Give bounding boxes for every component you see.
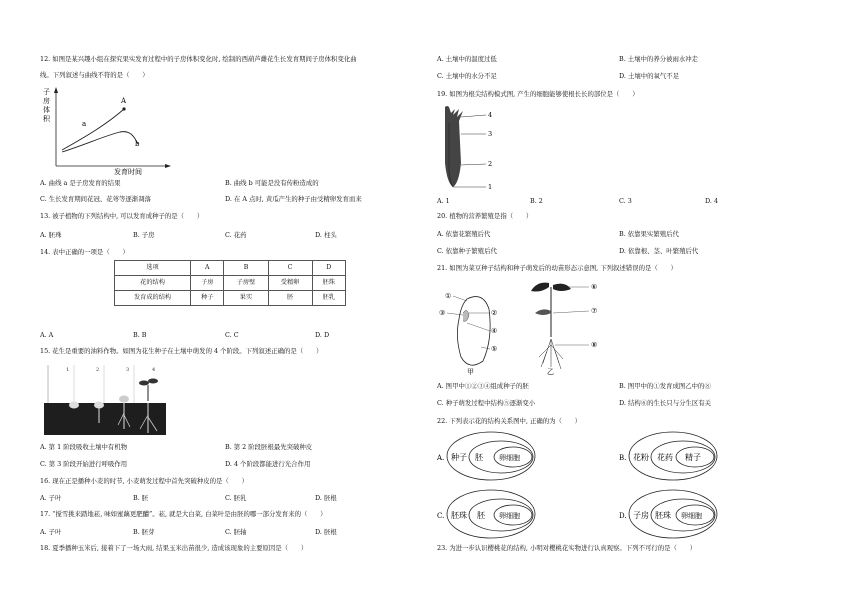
q20-option-d[interactable]: D. 依靠根、茎、叶繁殖后代: [619, 247, 699, 255]
q15-option-c[interactable]: C. 第 3 阶段开始进行呼吸作用: [40, 460, 128, 468]
table-cell: 子房壁: [224, 276, 268, 291]
q21-option-a[interactable]: A. 图甲中①②③④组成种子的胚: [437, 382, 529, 390]
q17-option-b[interactable]: B. 胚芽: [133, 528, 155, 536]
q20-option-b[interactable]: B. 依靠果实繁殖后代: [619, 230, 679, 238]
q23-stem: 23. 为进一步认识樱桃花的结构, 小明对樱桃花实物进行认真观察。下列不可行的是（ ）: [437, 544, 697, 552]
q12-option-b[interactable]: B. 曲线 b 可能是没有传粉造成的: [225, 179, 319, 187]
q22-diagram-b[interactable]: [619, 430, 719, 482]
table-row: [115, 291, 346, 306]
q16-stem: 16. 现在正是播种小麦的时节, 小麦萌发过程中首先突破种皮的是（ ）: [40, 477, 248, 485]
q12-ylabel-4: 积: [43, 115, 50, 123]
q19-option-a[interactable]: A. 1: [437, 197, 450, 205]
table-cell: 选项: [115, 261, 191, 276]
q22-diagram-b-outer: 花粉: [633, 453, 649, 462]
q15-stage-4-label: 4: [152, 367, 156, 373]
q12-curve-b: [62, 132, 138, 152]
q12-option-c[interactable]: C. 生长发育期间花冠、花萼等逐渐凋落: [40, 195, 151, 203]
table-row: [115, 276, 346, 291]
table-cell: A: [191, 261, 224, 276]
q22-stem: 22. 下列表示花的结构关系图中, 正确的为（ ）: [437, 417, 582, 425]
q12-ylabel-3: 体: [43, 106, 50, 114]
q22-diagram-b-letter: B.: [619, 454, 627, 462]
q15-stage-3-label: 3: [126, 367, 130, 373]
table-cell: 胚乳: [312, 291, 345, 306]
q22-diagram-c-outer: 胚珠: [451, 511, 467, 520]
q15-stage-2-label: 2: [96, 367, 100, 373]
q21-label-jia: 甲: [467, 368, 474, 375]
q13-option-c[interactable]: C. 花药: [225, 231, 247, 239]
q19-option-b[interactable]: B. 2: [530, 197, 543, 205]
q17-option-c[interactable]: C. 胚轴: [225, 528, 247, 536]
q22-diagram-c[interactable]: [437, 488, 537, 540]
q21-label-5: ⑤: [491, 345, 498, 353]
q17-option-d[interactable]: D. 胚根: [315, 528, 337, 536]
q12-ovary-volume-graph: [42, 84, 172, 176]
table-cell: 受精卵: [268, 276, 312, 291]
q12-ylabel-2: 房: [43, 97, 50, 105]
q22-diagram-d[interactable]: [619, 488, 719, 540]
q14-option-b[interactable]: B. B: [133, 331, 147, 339]
q22-diagram-a[interactable]: [437, 430, 537, 482]
q12-curve-a: [62, 109, 124, 150]
q22-diagram-a-outer: 种子: [451, 453, 467, 462]
q19-option-d[interactable]: D. 4: [705, 197, 719, 205]
q16-option-d[interactable]: D. 胚根: [315, 494, 337, 502]
q21-label-3: ③: [439, 309, 446, 317]
q18-option-c[interactable]: C. 土壤中的水分不足: [437, 72, 497, 80]
q18-option-d[interactable]: D. 土壤中的氧气不足: [619, 72, 680, 80]
q13-option-a[interactable]: A. 胚珠: [40, 231, 62, 239]
q21-label-2: ②: [491, 309, 498, 317]
q22-diagram-b-middle: 花药: [657, 453, 673, 462]
q22-diagram-d-inner: 卵细胞: [681, 512, 702, 520]
q13-option-b[interactable]: B. 子房: [133, 231, 155, 239]
q20-option-a[interactable]: A. 依靠花繁殖后代: [437, 230, 491, 238]
q18-option-a[interactable]: A. 土壤中的温度过低: [437, 55, 497, 63]
q16-option-a[interactable]: A. 子叶: [40, 494, 62, 502]
q22-diagram-c-inner: 卵细胞: [499, 512, 520, 520]
q22-diagram-d-letter: D.: [619, 512, 627, 520]
q12-stem-line1: 12. 如图是某兴趣小组在探究果实发育过程中的子房体积变化时, 绘制的西葫芦雌花生长发育期间子房体积变化曲: [40, 55, 357, 63]
q14-option-d[interactable]: D. D: [315, 331, 330, 339]
q15-stem: 15. 花生是重要的油料作物。如图为花生种子在土壤中萌发的 4 个阶段。下列叙述正确的是（ ）: [40, 347, 323, 355]
q19-label-4: 4: [488, 111, 493, 119]
q12-xlabel: 发育时间: [114, 168, 142, 176]
table-cell: 果实: [224, 291, 268, 306]
q21-bean-seed-figure: [439, 279, 609, 375]
q15-stage-1-label: 1: [66, 367, 70, 373]
q16-option-c[interactable]: C. 胚乳: [225, 494, 247, 502]
q12-ylabel-1: 子: [43, 88, 50, 96]
table-cell: 种子: [191, 291, 224, 306]
q22-diagram-d-outer: 子房: [633, 511, 649, 520]
table-cell: D: [312, 261, 345, 276]
q12-curve-b-label: b: [135, 140, 140, 148]
q15-peanut-germination-figure: [44, 363, 166, 435]
q21-option-d[interactable]: D. 结构⑥的生长只与分生区有关: [619, 399, 712, 407]
q22-diagram-a-letter: A.: [437, 454, 445, 462]
q18-stem: 18. 夏季播种玉米后, 接着下了一场大雨, 结果玉米出苗很少, 造成该现象的主要原因是（ ）: [40, 544, 308, 552]
table-cell: C: [268, 261, 312, 276]
q19-root-tip-diagram: [441, 103, 501, 193]
q13-option-d[interactable]: D. 柱头: [315, 231, 337, 239]
table-cell: 胚: [268, 291, 312, 306]
q22-diagram-a-middle: 胚: [475, 453, 483, 462]
q21-label-7: ⑦: [591, 307, 598, 315]
q17-stem: 17. “搅雪挑来踏地菘, 味如蜜藕更肥醲”。菘, 就是大白菜, 白菜叶是由胚的哪一部分发育来的（ ）: [40, 510, 327, 518]
q22-diagram-d-middle: 胚珠: [655, 511, 671, 520]
q20-stem: 20. 植物的营养繁殖是指（ ）: [437, 212, 533, 220]
q22-diagram-a-inner: 卵细胞: [499, 454, 520, 462]
table-cell: 胚珠: [312, 276, 345, 291]
q18-option-b[interactable]: B. 土壤中的养分被雨水冲走: [619, 55, 699, 63]
q19-label-1: 1: [488, 183, 493, 191]
table-cell: 发育成的结构: [115, 291, 191, 306]
table-cell: 子房: [191, 276, 224, 291]
q21-label-1: ①: [445, 292, 452, 300]
q22-diagram-c-middle: 胚: [477, 511, 485, 520]
q21-label-6: ⑥: [591, 283, 598, 291]
q15-option-b[interactable]: B. 第 2 阶段胚根最先突破种皮: [225, 443, 313, 451]
q12-point-a-label: A: [121, 97, 127, 105]
q12-option-a[interactable]: A. 曲线 a 是子房发育的结果: [40, 179, 121, 187]
q19-option-c[interactable]: C. 3: [619, 197, 632, 205]
q15-option-d[interactable]: D. 4 个阶段都能进行光合作用: [225, 460, 311, 468]
q21-label-4: ④: [491, 327, 498, 335]
table-cell: B: [224, 261, 268, 276]
q20-option-c[interactable]: C. 依靠种子繁殖后代: [437, 247, 497, 255]
q19-label-2: 2: [488, 160, 493, 168]
q22-diagram-b-inner: 精子: [685, 453, 701, 462]
q21-option-c[interactable]: C. 种子萌发过程中结构⑤逐渐变小: [437, 399, 536, 407]
table-row: [115, 261, 346, 276]
q14-table: [114, 260, 346, 306]
q12-stem-line2: 线。下列叙述与曲线不符的是（ ）: [40, 71, 149, 79]
table-cell: 花的结构: [115, 276, 191, 291]
q16-option-b[interactable]: B. 胚: [133, 494, 149, 502]
q13-stem: 13. 被子植物的下列结构中, 可以发育成种子的是（ ）: [40, 212, 204, 220]
q21-label-8: ⑧: [591, 341, 598, 349]
q22-diagram-c-letter: C.: [437, 512, 445, 520]
q19-label-3: 3: [488, 130, 493, 138]
q21-label-yi: 乙: [547, 368, 554, 375]
q19-stem: 19. 如图为根尖结构模式图, 产生的细胞能够使根长长的部位是（ ）: [437, 90, 639, 98]
q21-option-b[interactable]: B. 图甲中的①发育成图乙中的⑧: [619, 382, 711, 390]
q17-option-a[interactable]: A. 子叶: [40, 528, 62, 536]
q15-option-a[interactable]: A. 第 1 阶段吸收土壤中有机物: [40, 443, 128, 451]
q14-stem: 14. 表中正确的一项是（ ）: [40, 248, 129, 256]
q12-curve-a-label: a: [82, 120, 87, 128]
q12-point-a: [122, 107, 125, 110]
q14-option-a[interactable]: A. A: [40, 331, 54, 339]
q21-stem: 21. 如图为菜豆种子结构和种子萌发后的幼苗形态示意图, 下列叙述错误的是（ ）: [437, 264, 677, 272]
q12-option-d[interactable]: D. 在 A 点时, 黄瓜产生的种子由受精卵发育而来: [225, 195, 362, 203]
q14-option-c[interactable]: C. C: [225, 331, 239, 339]
